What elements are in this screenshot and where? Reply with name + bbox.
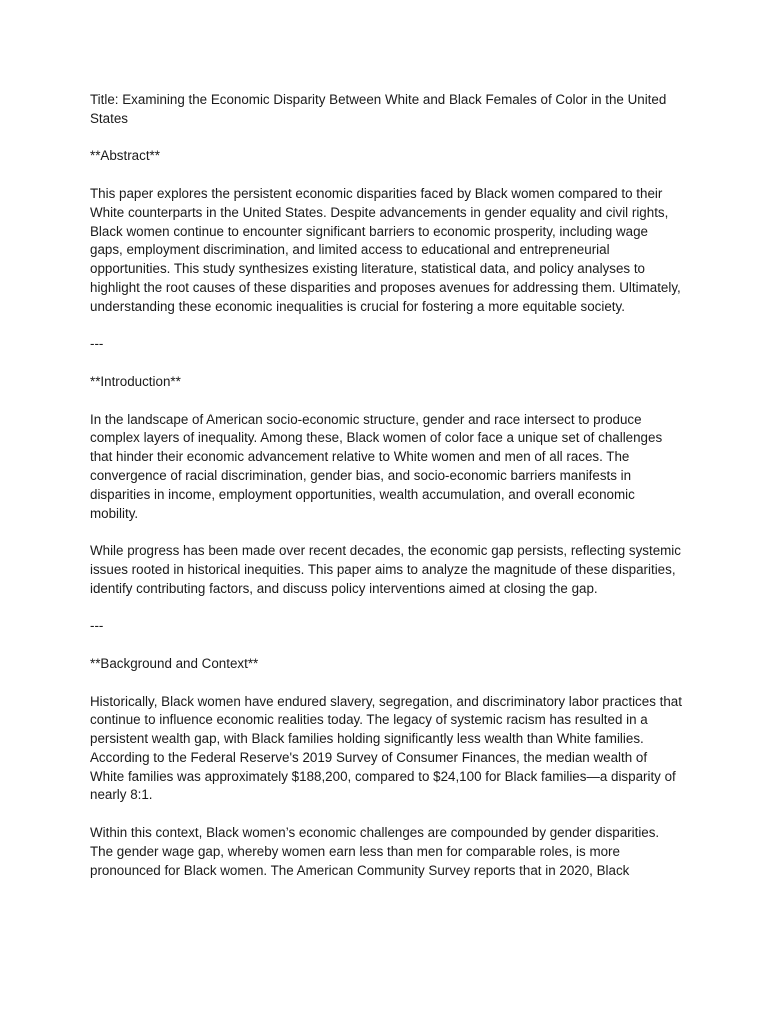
introduction-heading: **Introduction** bbox=[90, 373, 181, 389]
document-title: Title: Examining the Economic Disparity Between White and Black Females of Color in the United States bbox=[90, 92, 667, 126]
abstract-heading: **Abstract** bbox=[90, 148, 160, 164]
introduction-paragraph-2: While progress has been made over recent decades, the economic gap persists, reflecting systemic issues rooted in historical inequities. This paper aims to analyze the magnitude of these disparities, identify contributing factors, and discuss policy interventions aimed at closing the gap. bbox=[90, 543, 681, 596]
document-body bbox=[90, 91, 682, 899]
background-paragraph-1: Historically, Black women have endured slavery, segregation, and discriminatory labor practices that continue to influence economic realities today. The legacy of systemic racism has resulted in a persistent wealth gap, with Black families holding significantly less wealth than White families. According to the Federal Reserve's 2019 Survey of Consumer Finances, the median wealth of White families was approximately $188,200, compared to $24,100 for Black families—a disparity of nearly 8:1. bbox=[90, 693, 682, 803]
section-separator: --- bbox=[90, 618, 104, 634]
section-separator: --- bbox=[90, 336, 104, 352]
background-heading: **Background and Context** bbox=[90, 655, 259, 671]
abstract-paragraph: This paper explores the persistent economic disparities faced by Black women compared to their White counterparts in the United States. Despite advancements in gender equality and civil rights, Black women continue to encounter significant barriers to economic prosperity, including wage gaps, employment discrimination, and limited access to educational and entrepreneurial opportunities. This study synthesizes existing literature, statistical data, and policy analyses to highlight the root causes of these disparities and proposes avenues for addressing them. Ultimately, understanding these economic inequalities is crucial for fostering a more equitable society. bbox=[90, 185, 681, 314]
background-paragraph-2: Within this context, Black women’s economic challenges are compounded by gender disparities. The gender wage gap, whereby women earn less than men for comparable roles, is more pronounced for Black women. The American Community Survey reports that in 2020, Black bbox=[90, 825, 660, 878]
introduction-paragraph-1: In the landscape of American socio-economic structure, gender and race intersect to produce complex layers of inequality. Among these, Black women of color face a unique set of challenges that hinder their economic advancement relative to White women and men of all races. The convergence of racial discrimination, gender bias, and socio-economic barriers manifests in disparities in income, employment opportunities, wealth accumulation, and overall economic mobility. bbox=[90, 411, 663, 521]
